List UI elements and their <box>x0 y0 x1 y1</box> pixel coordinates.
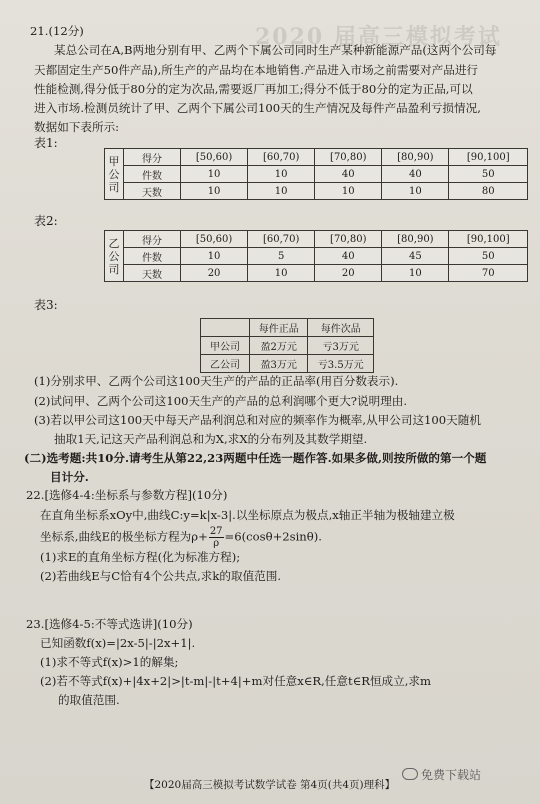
q21-line-4: 进入市场.检测员统计了甲、乙两个下属公司100天的生产情况及每件产品盈利亏损情况, <box>34 101 481 115</box>
table-row <box>201 319 374 337</box>
table-cell: 盈2万元 <box>250 337 308 355</box>
table-1 <box>104 148 528 200</box>
table-cell: 每件次品 <box>308 319 374 337</box>
q22-part-1: (1)求E的直角坐标方程(化为标准方程); <box>40 550 241 564</box>
q23-part-2: (2)若不等式f(x)+|4x+2|>|t-m|-|t+4|+m对任意x∈R,任意t∈R恒成立,求m <box>40 674 432 688</box>
table3-label: 表3: <box>34 298 58 312</box>
table-cell: 亏3万元 <box>308 337 374 355</box>
table-cell: 每件正品 <box>250 319 308 337</box>
watermark-text: 免费下载站 <box>421 768 482 782</box>
q21-part-3: (3)若以甲公司这100天中每天产品利润总和对应的频率作为概率,从甲公司这100天随机 <box>34 413 481 427</box>
table-row <box>201 355 374 373</box>
elective-instruction-cont: 目计分. <box>50 470 89 484</box>
table-cell: [50,60) <box>181 149 248 166</box>
q22-line-2: 坐标系,曲线E的极坐标方程为ρ+ $\frac{27}{\rho}$ =6(cosθ+2sinθ). <box>40 526 322 549</box>
table-cell: [80,90) <box>382 231 449 248</box>
q21-part-3-cont: 抽取1天,记这天产品利润总和为X,求X的分布列及其数学期望. <box>54 432 368 446</box>
table-cell: 20 <box>181 265 248 282</box>
ghost-header: 2020 届高三模拟考试 <box>255 24 502 50</box>
table-cell: [70,80) <box>315 231 382 248</box>
q23-part-2-cont: 的取值范围. <box>58 693 120 707</box>
table-cell: [90,100] <box>449 231 528 248</box>
table-cell: [50,60) <box>181 231 248 248</box>
table-row <box>105 248 528 265</box>
q21-line-1: 某总公司在A,B两地分别有甲、乙两个下属公司同时生产某种新能源产品(这两个公司每 <box>54 43 497 57</box>
table-cell: 得分 <box>124 231 181 248</box>
table-cell: 天数 <box>124 183 181 200</box>
table-cell: 40 <box>315 166 382 183</box>
table-cell: 10 <box>248 183 315 200</box>
q21-part-2: (2)试问甲、乙两个公司这100天生产的产品的总利润哪个更大?说明理由. <box>34 394 408 408</box>
q21-line-3: 性能检测,得分低于80分的定为次品,需要返厂再加工;得分不低于80分的定为正品,可以 <box>34 82 473 96</box>
table-cell: 50 <box>449 248 528 265</box>
table-cell: 盈3万元 <box>250 355 308 373</box>
q21-line-5: 数据如下表所示: <box>34 120 120 134</box>
table-cell: 45 <box>382 248 449 265</box>
table-cell: 10 <box>382 183 449 200</box>
table-cell: 10 <box>181 183 248 200</box>
table-cell: 10 <box>181 166 248 183</box>
table-row <box>105 265 528 282</box>
table-cell: [60,70) <box>248 149 315 166</box>
table-cell: 10 <box>181 248 248 265</box>
table-row <box>105 166 528 183</box>
q23-part-1: (1)求不等式f(x)>1的解集; <box>40 655 179 669</box>
table-cell <box>201 319 250 337</box>
q22-header: 22.[选修4-4:坐标系与参数方程](10分) <box>26 488 228 502</box>
table-cell: 10 <box>248 166 315 183</box>
q22-part-2: (2)若曲线E与C恰有4个公共点,求k的取值范围. <box>40 569 282 583</box>
watermark <box>402 766 481 783</box>
table-cell: [60,70) <box>248 231 315 248</box>
table-row <box>105 183 528 200</box>
table-cell: 得分 <box>124 149 181 166</box>
table-cell: [70,80) <box>315 149 382 166</box>
table1-company: 甲公司 <box>105 149 124 200</box>
table-cell: 件数 <box>124 166 181 183</box>
wechat-icon <box>402 768 418 780</box>
table-3 <box>200 318 374 373</box>
table1-label: 表1: <box>34 136 58 150</box>
q23-line-1: 已知函数f(x)=|2x-5|-|2x+1|. <box>40 636 196 650</box>
elective-instruction: (二)选考题:共10分.请考生从第22,23两题中任选一题作答.如果多做,则按所做的第一个题 <box>24 451 487 465</box>
table-row <box>201 337 374 355</box>
table-cell: 天数 <box>124 265 181 282</box>
table-cell: 40 <box>382 166 449 183</box>
q21-header: 21.(12分) <box>30 24 84 38</box>
table-cell: 20 <box>315 265 382 282</box>
page-footer: 【2020届高三模拟考试数学试卷 第4页(共4页)理科】 <box>144 779 396 791</box>
q23-header: 23.[选修4-5:不等式选讲](10分) <box>26 617 193 631</box>
table-row <box>105 231 528 248</box>
table-cell: 50 <box>449 166 528 183</box>
table-cell: 70 <box>449 265 528 282</box>
table-cell: 乙公司 <box>201 355 250 373</box>
table-cell: [80,90) <box>382 149 449 166</box>
table-cell: 80 <box>449 183 528 200</box>
table-cell: 5 <box>248 248 315 265</box>
q21-line-2: 天都固定生产50件产品),所生产的产品均在本地销售.产品进入市场之前需要对产品进行 <box>34 63 479 77</box>
table-2 <box>104 230 528 282</box>
table-cell: 甲公司 <box>201 337 250 355</box>
table-cell: 40 <box>315 248 382 265</box>
table-cell: [90,100] <box>449 149 528 166</box>
table-row <box>105 149 528 166</box>
table-cell: 件数 <box>124 248 181 265</box>
table-cell: 10 <box>315 183 382 200</box>
table-cell: 10 <box>382 265 449 282</box>
table2-label: 表2: <box>34 214 58 228</box>
q22-line-1: 在直角坐标系xOy中,曲线C:y=k|x-3|.以坐标原点为极点,x轴正半轴为极轴建立极 <box>40 508 455 522</box>
table-cell: 10 <box>248 265 315 282</box>
q21-part-1: (1)分别求甲、乙两个公司这100天生产的产品的正品率(用百分数表示). <box>34 374 399 388</box>
table-cell: 亏3.5万元 <box>308 355 374 373</box>
table2-company: 乙公司 <box>105 231 124 282</box>
